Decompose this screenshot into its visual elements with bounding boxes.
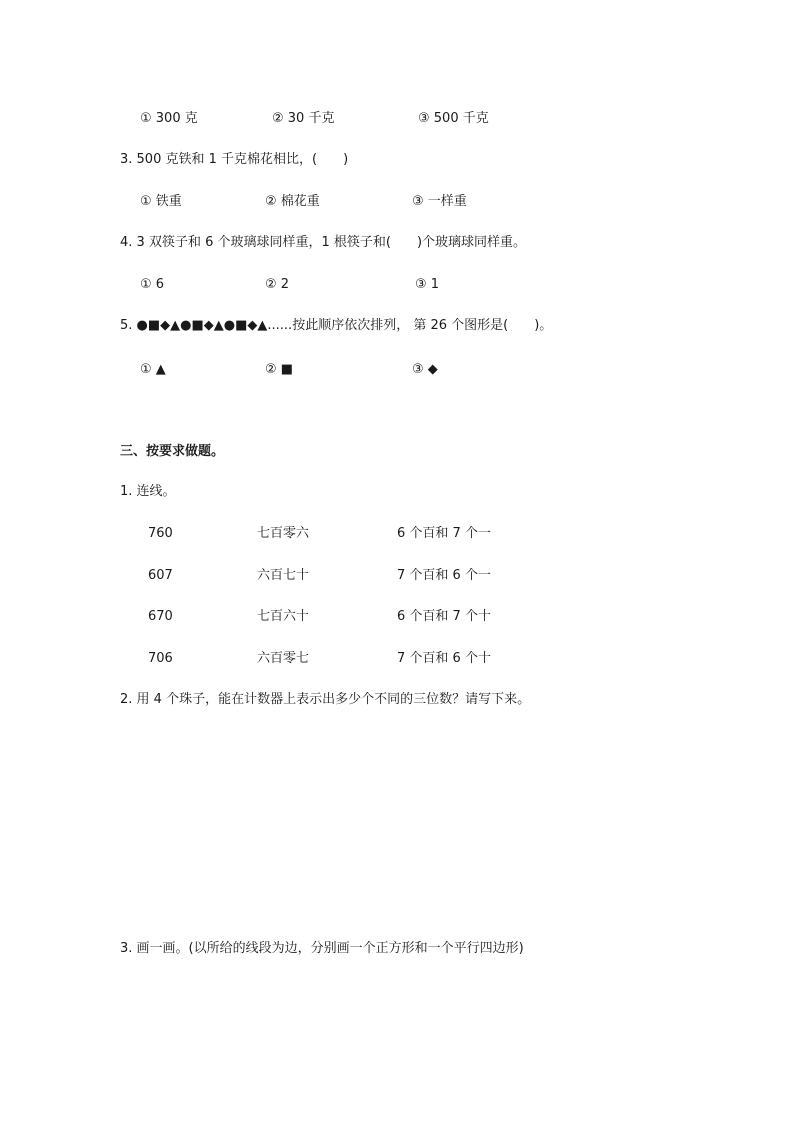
match-place-4: 7 个百和 6 个十 [397,651,491,666]
q4-option-1: ① 6 [140,277,165,292]
match-place-2: 7 个百和 6 个一 [397,568,491,583]
q2-option-2: ② 30 千克 [272,111,335,126]
q3-option-3: ③ 一样重 [412,194,467,209]
q5-option-2: ② ■ [265,362,294,377]
match-number-3: 670 [148,609,173,624]
match-place-3: 6 个百和 7 个十 [397,609,491,624]
q5-question: 5. ●■◆▲●■◆▲●■◆▲......按此顺序依次排列， 第 26 个图形是( )。 [120,318,553,333]
section-title: 三、按要求做题。 [120,444,225,459]
match-number-1: 760 [148,526,173,541]
part2-question: 2. 用 4 个珠子，能在计数器上表示出多少个不同的三位数？请写下来。 [120,692,531,707]
match-word-4: 六百零七 [257,651,310,666]
match-word-3: 七百六十 [257,609,310,624]
q2-option-1: ① 300 克 [140,111,198,126]
q4-question: 4. 3 双筷子和 6 个玻璃球同样重，1 根筷子和( )个玻璃球同样重。 [120,235,527,250]
q2-option-3: ③ 500 千克 [418,111,489,126]
match-number-4: 706 [148,651,173,666]
match-place-1: 6 个百和 7 个一 [397,526,491,541]
match-number-2: 607 [148,568,173,583]
q4-option-3: ③ 1 [415,277,440,292]
q5-option-1: ① ▲ [140,362,166,377]
q4-option-2: ② 2 [265,277,290,292]
q3-option-1: ① 铁重 [140,194,182,209]
match-word-1: 七百零六 [257,526,310,541]
q3-option-2: ② 棉花重 [265,194,320,209]
q3-question: 3. 500 克铁和 1 千克棉花相比，( ) [120,152,349,167]
match-word-2: 六百七十 [257,568,310,583]
q5-option-3: ③ ◆ [412,362,438,377]
part1-title: 1. 连线。 [120,484,176,499]
part3-question: 3. 画一画。(以所给的线段为边，分别画一个正方形和一个平行四边形) [120,941,524,956]
